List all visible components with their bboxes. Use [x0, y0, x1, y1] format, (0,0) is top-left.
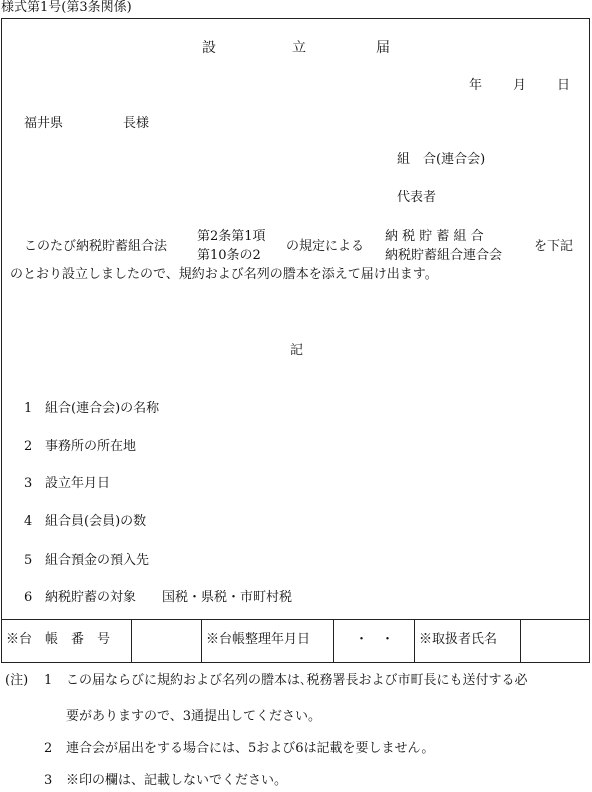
- footer-row-top-border: [1, 619, 590, 620]
- date-month-label: 月: [513, 78, 527, 93]
- item-6-text: 納税貯蓄の対象 国税・県税・市町村税: [45, 590, 293, 605]
- body-article-bottom: 第10条の2: [197, 248, 261, 263]
- item-1-number: 1: [24, 401, 33, 416]
- addressee-prefecture: 福井県: [24, 116, 64, 131]
- date-year-label: 年: [469, 78, 483, 93]
- ki-heading: 記: [290, 343, 304, 358]
- footer-divider-4: [414, 619, 415, 663]
- ledger-date-field[interactable]: ・ ・: [355, 632, 395, 647]
- item-2-number: 2: [24, 439, 33, 454]
- item-3-text: 設立年月日: [45, 476, 111, 491]
- title-char-1: 設: [202, 40, 216, 56]
- footer-divider-5: [520, 619, 521, 663]
- handler-name-label: ※取扱者氏名: [419, 632, 498, 647]
- addressee-suffix: 長様: [123, 116, 150, 131]
- footer-divider-2: [201, 619, 202, 663]
- body-line2: のとおり設立しましたので、規約および名列の謄本を添えて届け出ます。: [10, 267, 438, 282]
- footer-divider-3: [333, 619, 334, 663]
- item-4-text: 組合員(会員)の数: [45, 514, 147, 529]
- ledger-date-label: ※台帳整理年月日: [206, 632, 311, 647]
- note-1-line-b: 要がありますので、3通提出してください。: [66, 709, 322, 724]
- item-2-text: 事務所の所在地: [45, 439, 137, 454]
- footer-divider-1: [131, 619, 132, 663]
- body-lead: このたび納税貯蓄組合法: [24, 239, 168, 254]
- item-5-text: 組合預金の預入先: [45, 553, 150, 568]
- item-6-number: 6: [24, 590, 33, 605]
- item-5-number: 5: [24, 553, 33, 568]
- note-3-number: 3: [44, 773, 53, 788]
- applicant-representative: 代表者: [397, 190, 437, 205]
- body-org-top: 納 税 貯 蓄 組 合: [385, 229, 484, 244]
- form-number: 様式第1号(第3条関係): [1, 0, 132, 15]
- title-char-2: 立: [292, 40, 306, 56]
- item-1-text: 組合(連合会)の名称: [45, 401, 160, 416]
- body-by-rule: の規定による: [286, 239, 365, 254]
- notes-label: (注): [5, 673, 29, 688]
- body-below: を下記: [534, 239, 574, 254]
- note-1-number: 1: [44, 673, 53, 688]
- note-1-line-a: この届ならびに規約および名列の謄本は､税務署長および市町長にも送付する必: [66, 673, 528, 688]
- body-article-top: 第2条第1項: [197, 229, 266, 244]
- ledger-number-field[interactable]: [140, 627, 194, 657]
- note-2-text: 連合会が届出をする場合には、5および6は記載を要しません。: [66, 741, 435, 756]
- item-3-number: 3: [24, 476, 33, 491]
- handler-name-field[interactable]: [526, 627, 584, 657]
- note-2-number: 2: [44, 741, 53, 756]
- ledger-number-label: ※台 帳 番 号: [6, 632, 111, 647]
- item-4-number: 4: [24, 514, 33, 529]
- body-org-bottom: 納税貯蓄組合連合会: [385, 248, 503, 263]
- date-day-label: 日: [557, 78, 571, 93]
- title-char-3: 届: [376, 40, 390, 56]
- applicant-org: 組 合(連合会): [397, 152, 486, 167]
- note-3-text: ※印の欄は、記載しないでください。: [66, 773, 288, 788]
